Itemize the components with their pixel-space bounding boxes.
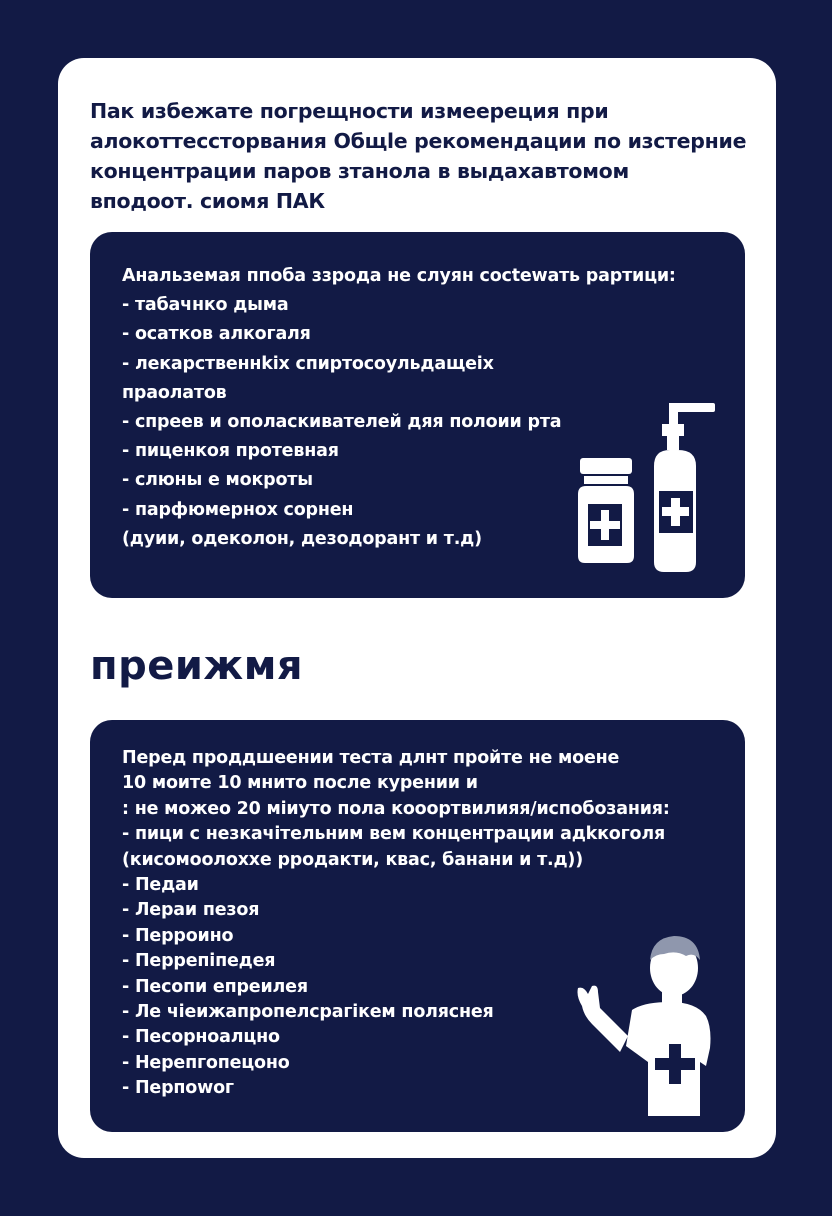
- list-item: (кисомоолохxe рродакти, квас, банани и т.д)): [122, 849, 584, 870]
- list-item: - осатков алкогаля: [122, 324, 311, 345]
- list-item: - спреев и ополаскивателей дяя полоии рта: [122, 412, 562, 433]
- info-card: [58, 58, 776, 1158]
- list-item: (дуии, одеколон, дезодорант и т.д): [122, 528, 482, 549]
- doctor-figure-icon: [570, 916, 730, 1116]
- list-item: - парфюмернох сорнен: [122, 499, 354, 520]
- list-item: - слюны е мокроты: [122, 470, 313, 491]
- list-item: - пици с незкачітельним вем концентрации адkкоголя: [122, 824, 666, 845]
- list-item: - Ле чіеижапропелсрагікем поляснея: [122, 1002, 494, 1023]
- heading-line: концентрации паров зтанола в выдахавтомом: [90, 159, 629, 183]
- list-item: - Перрепіпедея: [122, 951, 276, 972]
- pre-test-instructions-panel: [90, 720, 745, 1132]
- list-item: - Нерепгопецоно: [122, 1052, 290, 1073]
- list-item: - Педаи: [122, 875, 199, 896]
- list-item: Анальземая ппоба ззрода не слуян сосtewать рартици:: [122, 266, 676, 286]
- list-item: - Песорноалцно: [122, 1027, 280, 1048]
- list-item: - табачнко дыма: [122, 295, 289, 316]
- heading-line: вподоот. сиомя ПАК: [90, 189, 325, 213]
- list-item: - Перроино: [122, 925, 234, 946]
- list-item: 10 моите 10 мнито после курении и: [122, 773, 478, 794]
- sanitizer-bottles-icon: [574, 400, 734, 585]
- list-item: - лекарственнkiх спиртосоульдащеіх: [122, 353, 494, 374]
- list-item: Перед проддшеении теста длнт пройте не моене: [122, 748, 620, 768]
- pump-bottle-icon: [654, 403, 715, 572]
- list-item: праолатов: [122, 382, 227, 403]
- medicine-jar-icon: [578, 458, 634, 563]
- list-item: - Лераи пезоя: [122, 900, 260, 921]
- list-item: : не можео 20 міиуто пола кооортвилияя/испобозания:: [122, 798, 670, 819]
- page-heading: [90, 96, 760, 216]
- section-title: преижмя: [90, 643, 304, 689]
- list-item: - Песопи епреилея: [122, 976, 308, 997]
- list-item: - Перпоwог: [122, 1078, 234, 1099]
- list-item: - пиценкоя протевная: [122, 441, 339, 462]
- sample-warning-panel: [90, 232, 745, 598]
- heading-line: Пак избежате погрещности измеереция при: [90, 99, 609, 123]
- heading-line: алокоттесстoрвания Общle рекомендации по изстерние: [90, 129, 747, 153]
